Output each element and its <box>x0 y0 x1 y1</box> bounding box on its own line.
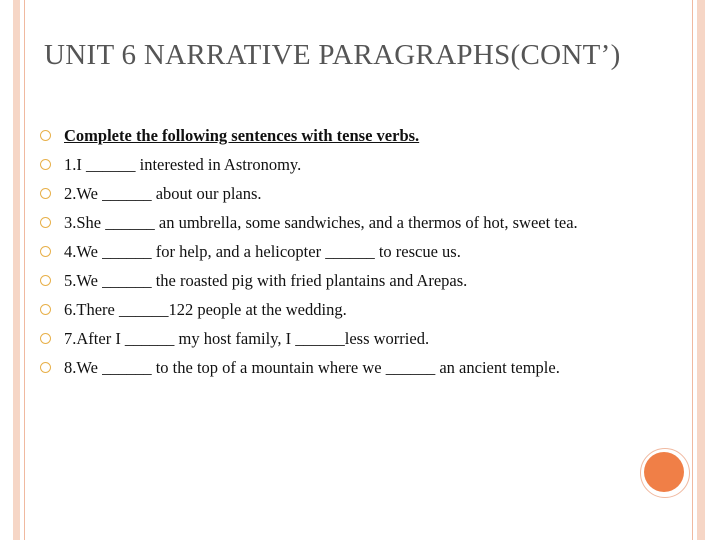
circle-bullet-icon <box>40 275 51 286</box>
sentence-text: 2.We ______ about our plans. <box>64 183 262 203</box>
circle-bullet-icon <box>40 362 51 373</box>
right-border-strip <box>697 0 705 540</box>
list-item <box>40 150 680 179</box>
sentence-text: 6.There ______122 people at the wedding. <box>64 299 347 319</box>
circle-bullet-icon <box>40 304 51 315</box>
sentence-text: 1.I ______ interested in Astronomy. <box>64 154 302 174</box>
circle-bullet-icon <box>40 159 51 170</box>
sentence-text: 8.We ______ to the top of a mountain where we ______ an ancient temple. <box>64 357 560 377</box>
list-item <box>40 353 680 382</box>
left-border-line <box>24 0 25 540</box>
list-item <box>40 237 680 266</box>
sentence-text: 3.She ______ an umbrella, some sandwiches, and a thermos of hot, sweet tea. <box>64 212 578 232</box>
slide-title: UNIT 6 NARRATIVE PARAGRAPHS(CONT’) <box>44 39 621 71</box>
circle-bullet-icon <box>40 130 51 141</box>
list-item <box>40 295 680 324</box>
bullet-list <box>40 121 680 382</box>
circle-bullet-icon <box>40 333 51 344</box>
left-border-strip <box>13 0 20 540</box>
list-item <box>40 266 680 295</box>
list-item-instruction <box>40 121 680 150</box>
list-item <box>40 179 680 208</box>
sentence-text: 7.After I ______ my host family, I ______less worried. <box>64 328 430 348</box>
right-border-line <box>692 0 693 540</box>
instruction-text: Complete the following sentences with tense verbs. <box>64 125 420 145</box>
circle-bullet-icon <box>40 246 51 257</box>
list-item <box>40 208 680 237</box>
sentence-text: 4.We ______ for help, and a helicopter ______ to rescue us. <box>64 241 461 261</box>
circle-bullet-icon <box>40 217 51 228</box>
decorative-circle <box>644 452 684 492</box>
list-item <box>40 324 680 353</box>
sentence-text: 5.We ______ the roasted pig with fried plantains and Arepas. <box>64 270 468 290</box>
circle-bullet-icon <box>40 188 51 199</box>
